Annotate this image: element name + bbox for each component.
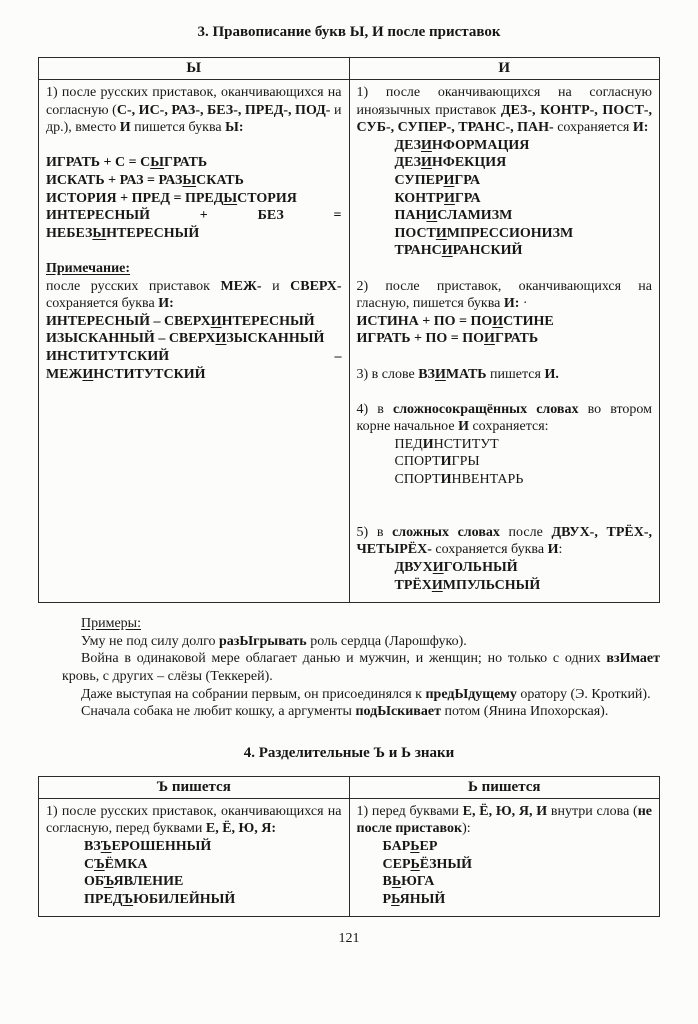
text-segment: ДВУХ-, ТРЁХ-, ЧЕТЫРЁХ- xyxy=(356,524,652,558)
text-segment: 5) в xyxy=(356,524,393,540)
text-line xyxy=(357,838,653,856)
text-line xyxy=(46,838,342,856)
text-segment: потом (Янина Ипохорская). xyxy=(440,704,609,720)
text-segment: МЕЖ- xyxy=(220,278,262,294)
text-line xyxy=(357,436,653,454)
text-segment: И xyxy=(421,155,432,171)
text-segment: ЯНЫЙ xyxy=(399,891,446,907)
text-line xyxy=(46,154,342,172)
text-segment: 1) перед буквами xyxy=(356,803,463,819)
text-segment: И xyxy=(119,120,131,136)
text-line xyxy=(62,703,660,721)
table-hard-soft-sign-rules xyxy=(38,776,660,918)
text-segment: и др.), вместо xyxy=(46,102,342,136)
text-segment: ИСКАТЬ + РАЗ = РАЗ xyxy=(46,172,183,188)
text-segment: Ы xyxy=(182,172,197,188)
table-signs-header-right: Ь пишется xyxy=(349,776,660,798)
text-segment: внутри слова ( xyxy=(547,803,638,819)
text-segment: 3) в слове xyxy=(356,366,419,382)
text-line xyxy=(357,891,653,909)
text-segment: ЕРОШЕННЫЙ xyxy=(111,838,212,854)
text-line xyxy=(357,559,653,577)
text-segment: ИСТОРИЯ + ПРЕД = ПРЕД xyxy=(46,190,224,206)
text-segment: Ы xyxy=(223,190,238,206)
text-line xyxy=(46,348,342,383)
text-segment: ДЕЗ-, КОНТР-, ПОСТ-, СУБ-, СУПЕР-, ТРАНС-, ПАН- xyxy=(356,102,652,136)
text-line xyxy=(357,366,653,384)
text-segment: Ь xyxy=(391,874,402,890)
text-line xyxy=(46,891,342,909)
text-segment: сохраняется xyxy=(553,120,633,136)
text-line xyxy=(357,471,653,489)
blank-line xyxy=(46,137,342,155)
text-line xyxy=(357,856,653,874)
text-segment: И xyxy=(443,172,455,188)
text-line xyxy=(46,313,342,331)
text-segment: СКАТЬ xyxy=(196,172,244,188)
text-segment: Ъ xyxy=(100,838,112,854)
text-segment: СТОРИЯ xyxy=(237,190,297,206)
text-line xyxy=(62,633,660,651)
text-segment: БАР xyxy=(382,838,411,854)
text-line xyxy=(46,260,342,278)
blank-line xyxy=(357,383,653,401)
text-segment: Ы xyxy=(150,155,164,171)
text-segment: СВЕРХ- xyxy=(290,278,342,294)
text-line xyxy=(357,577,653,595)
text-segment: · xyxy=(519,296,528,312)
text-segment: И: xyxy=(632,120,649,136)
text-segment: С xyxy=(84,856,94,872)
text-segment: РАНСКИЙ xyxy=(452,243,523,259)
table-signs-header-row xyxy=(39,776,660,798)
examples-section xyxy=(62,615,660,721)
text-segment: И xyxy=(210,313,222,329)
text-segment: кровь, с других – слёзы (Теккерей). xyxy=(62,669,273,684)
table-y-i-cell-y xyxy=(39,80,350,603)
text-segment: НСТИТУТСКИЙ xyxy=(93,366,206,382)
text-segment: после русских приставок xyxy=(46,278,221,294)
text-segment: сложносокращённых словах xyxy=(392,401,579,417)
text-line xyxy=(357,803,653,838)
text-line xyxy=(357,190,653,208)
text-segment: НТЕРЕСНЫЙ xyxy=(106,225,200,241)
page-number: 121 xyxy=(338,931,360,947)
text-segment: И xyxy=(431,577,443,593)
text-line xyxy=(357,207,653,225)
text-segment: ИЗЫСКАННЫЙ – СВЕРХ xyxy=(46,331,216,347)
text-segment: КОНТР xyxy=(394,190,444,206)
text-segment: ГРА xyxy=(454,172,481,188)
text-segment: МАТЬ xyxy=(445,366,487,382)
text-segment: Е, Ё, Ю, Я, И xyxy=(462,803,548,819)
text-line xyxy=(62,686,660,704)
text-segment: И xyxy=(547,542,559,558)
text-segment: ТРАНС xyxy=(394,243,442,259)
text-line xyxy=(46,84,342,137)
text-segment: ДЕЗ xyxy=(394,155,422,171)
text-segment: 1) после русских приставок, оканчивающихся на согласную, перед буквами xyxy=(46,803,342,837)
text-line xyxy=(357,401,653,436)
text-segment: И xyxy=(484,331,495,347)
text-segment: ОБ xyxy=(84,874,104,890)
text-segment: Ь xyxy=(410,856,420,872)
text-line xyxy=(357,242,653,260)
text-segment: 1) после оканчивающихся на согласную иноязычных приставок xyxy=(356,85,652,118)
text-line xyxy=(62,650,660,685)
table-signs-body-row xyxy=(39,798,660,917)
text-segment: во втором корне начальное xyxy=(356,401,652,435)
text-segment: И xyxy=(432,560,444,576)
text-segment: И xyxy=(492,313,504,329)
table-y-i-header-left: Ы xyxy=(39,58,350,80)
text-segment: ПОСТ xyxy=(394,225,436,241)
text-segment: : xyxy=(558,542,563,558)
text-segment: ИНТЕРЕСНЫЙ – СВЕРХ xyxy=(46,313,211,329)
section3-title: 3. Правописание букв Ы, И после приставок xyxy=(197,24,501,40)
text-line xyxy=(357,453,653,471)
text-segment: НТЕРЕСНЫЙ xyxy=(221,313,315,329)
text-segment: И xyxy=(422,436,434,452)
text-segment: Уму не под силу долго xyxy=(81,633,219,649)
text-segment: 1) после русских приставок, оканчивающихся на согласную ( xyxy=(46,85,342,118)
text-segment: ИНТЕРЕСНЫЙ + БЕЗ = НЕБЕЗ xyxy=(46,208,342,241)
text-segment: Р xyxy=(382,891,392,907)
text-line xyxy=(46,803,342,838)
text-segment: ПЕД xyxy=(394,436,423,452)
text-segment: И xyxy=(82,366,94,382)
text-segment: И xyxy=(426,208,438,224)
table-signs-header-left: Ъ пишется xyxy=(39,776,350,798)
text-segment: И xyxy=(215,331,227,347)
text-segment: ПРЕД xyxy=(84,891,123,907)
text-segment: ГРАТЬ xyxy=(163,155,208,171)
text-segment: В xyxy=(382,874,392,890)
text-segment: ЁМКА xyxy=(104,856,148,872)
text-segment: ДВУХ xyxy=(394,560,433,576)
text-line xyxy=(46,172,342,190)
text-segment: ИГРАТЬ + ПО = ПО xyxy=(356,331,485,347)
text-segment: ТРЁХ xyxy=(394,577,432,593)
text-segment: ГРАТЬ xyxy=(494,331,539,347)
blank-line xyxy=(357,348,653,366)
table-y-i-cell-i xyxy=(349,80,660,603)
text-segment: И: xyxy=(503,296,520,312)
text-segment: НФЕКЦИЯ xyxy=(431,155,507,171)
table-y-i-header-row xyxy=(39,58,660,80)
table-y-i-rules xyxy=(38,57,660,603)
text-segment: Сначала собака не любит кошку, а аргументы xyxy=(81,704,356,720)
text-segment: И xyxy=(421,137,432,153)
text-segment: после xyxy=(499,524,552,540)
text-segment: И: xyxy=(158,296,174,312)
text-segment: МПРЕССИОНИЗМ xyxy=(446,225,574,241)
text-segment: ГРЫ xyxy=(451,454,480,470)
text-line xyxy=(357,84,653,137)
text-segment: ЁЗНЫЙ xyxy=(419,856,473,872)
text-segment: ЕР xyxy=(419,838,438,854)
text-segment: СПОРТ xyxy=(394,454,441,470)
text-segment: сохраняется буква xyxy=(431,542,548,558)
text-segment: Ы: xyxy=(225,120,244,136)
text-segment: 4) в xyxy=(356,401,393,417)
text-segment: сохраняется: xyxy=(468,419,549,435)
text-line xyxy=(46,856,342,874)
text-segment: предЫдущему xyxy=(425,686,517,702)
text-line xyxy=(357,278,653,313)
text-segment: И xyxy=(440,472,452,488)
text-segment: пишется буква xyxy=(130,120,226,136)
text-segment: роль сердца (Ларошфуко). xyxy=(306,633,467,649)
text-segment: Ы xyxy=(92,225,107,241)
text-segment: сохраняется буква xyxy=(46,296,159,312)
text-segment: Примечание: xyxy=(46,260,131,276)
text-segment: ): xyxy=(462,821,471,837)
text-segment: ИНСТИТУТСКИЙ – МЕЖ xyxy=(46,348,342,382)
text-segment: ЮГА xyxy=(401,874,435,890)
text-line xyxy=(357,172,653,190)
text-segment: СЛАМИЗМ xyxy=(437,208,513,224)
text-segment: подЫскивает xyxy=(355,704,441,720)
text-segment: Война в одинаковой мере облагает данью и мужчин, и женщин; но только с одних xyxy=(81,651,607,667)
text-line xyxy=(46,278,342,313)
text-segment: пишется xyxy=(486,366,545,382)
text-segment: СЕР xyxy=(382,856,411,872)
text-segment: СПОРТ xyxy=(394,472,441,488)
text-line xyxy=(357,873,653,891)
text-line xyxy=(62,615,660,633)
text-segment: не после приставок xyxy=(356,803,653,837)
text-segment: Е, Ё, Ю, Я: xyxy=(205,821,277,837)
text-segment: ЗЫСКАННЫЙ xyxy=(226,331,325,347)
text-segment: ИСТИНА + ПО = ПО xyxy=(356,313,493,329)
text-segment: И. xyxy=(544,366,559,382)
text-segment: ГОЛЬНЫЙ xyxy=(443,560,518,576)
text-segment: Ъ xyxy=(122,891,134,907)
blank-line xyxy=(357,489,653,507)
text-line xyxy=(46,873,342,891)
text-segment: И xyxy=(434,366,446,382)
text-segment: сложных словах xyxy=(392,524,500,540)
text-segment: С-, ИС-, РАЗ-, БЕЗ-, ПРЕД-, ПОД- xyxy=(116,102,331,118)
text-segment: И xyxy=(441,243,453,259)
text-segment: Ь xyxy=(391,891,400,907)
text-segment: СТИНЕ xyxy=(503,313,554,329)
blank-line xyxy=(357,260,653,278)
text-segment: НСТИТУТ xyxy=(433,436,499,452)
text-segment: взИмает xyxy=(606,651,660,667)
text-segment: разЫгрывать xyxy=(218,633,307,649)
text-segment: Даже выступая на собрании первым, он присоединялся к xyxy=(81,686,426,702)
text-segment: Примеры: xyxy=(81,616,141,632)
text-segment: Ъ xyxy=(103,874,114,890)
text-segment: И xyxy=(443,190,455,206)
table-y-i-header-right: И xyxy=(349,58,660,80)
text-segment: Ь xyxy=(410,838,420,854)
text-segment: и xyxy=(261,278,291,294)
text-segment: ЮБИЛЕЙНЫЙ xyxy=(133,891,236,907)
text-segment: ВЗ xyxy=(84,838,101,854)
text-segment: НВЕНТАРЬ xyxy=(451,472,524,488)
text-segment: ДЕЗ xyxy=(394,137,422,153)
text-segment: И xyxy=(435,225,447,241)
text-segment: И xyxy=(440,454,452,470)
text-segment: СУПЕР xyxy=(394,172,444,188)
text-segment: ПАН xyxy=(394,208,427,224)
text-segment: И xyxy=(458,419,469,435)
text-segment: ВЗ xyxy=(418,366,435,382)
text-line xyxy=(357,137,653,155)
blank-line xyxy=(46,242,342,260)
text-line xyxy=(357,524,653,559)
table-signs-cell-hard xyxy=(39,798,350,917)
blank-line xyxy=(357,506,653,524)
text-line xyxy=(46,207,342,242)
text-line xyxy=(357,330,653,348)
text-segment: 2) после приставок, оканчивающихся на гласную, пишется буква xyxy=(356,278,652,312)
text-segment: НФОРМАЦИЯ xyxy=(431,137,530,153)
text-segment: ЯВЛЕНИЕ xyxy=(113,874,184,890)
text-line xyxy=(357,313,653,331)
section4-title: 4. Разделительные Ъ и Ь знаки xyxy=(243,744,455,761)
text-line xyxy=(357,225,653,243)
table-signs-cell-soft xyxy=(349,798,660,917)
text-line xyxy=(46,330,342,348)
text-line xyxy=(357,154,653,172)
table-y-i-body-row xyxy=(39,80,660,603)
text-segment: ИГРАТЬ + С = С xyxy=(46,155,151,171)
text-segment: МПУЛЬСНЫЙ xyxy=(442,577,541,593)
text-segment: оратору (Э. Кроткий). xyxy=(516,686,651,702)
text-segment: ГРА xyxy=(454,190,481,206)
text-line xyxy=(46,190,342,208)
text-segment: Ъ xyxy=(93,856,105,872)
